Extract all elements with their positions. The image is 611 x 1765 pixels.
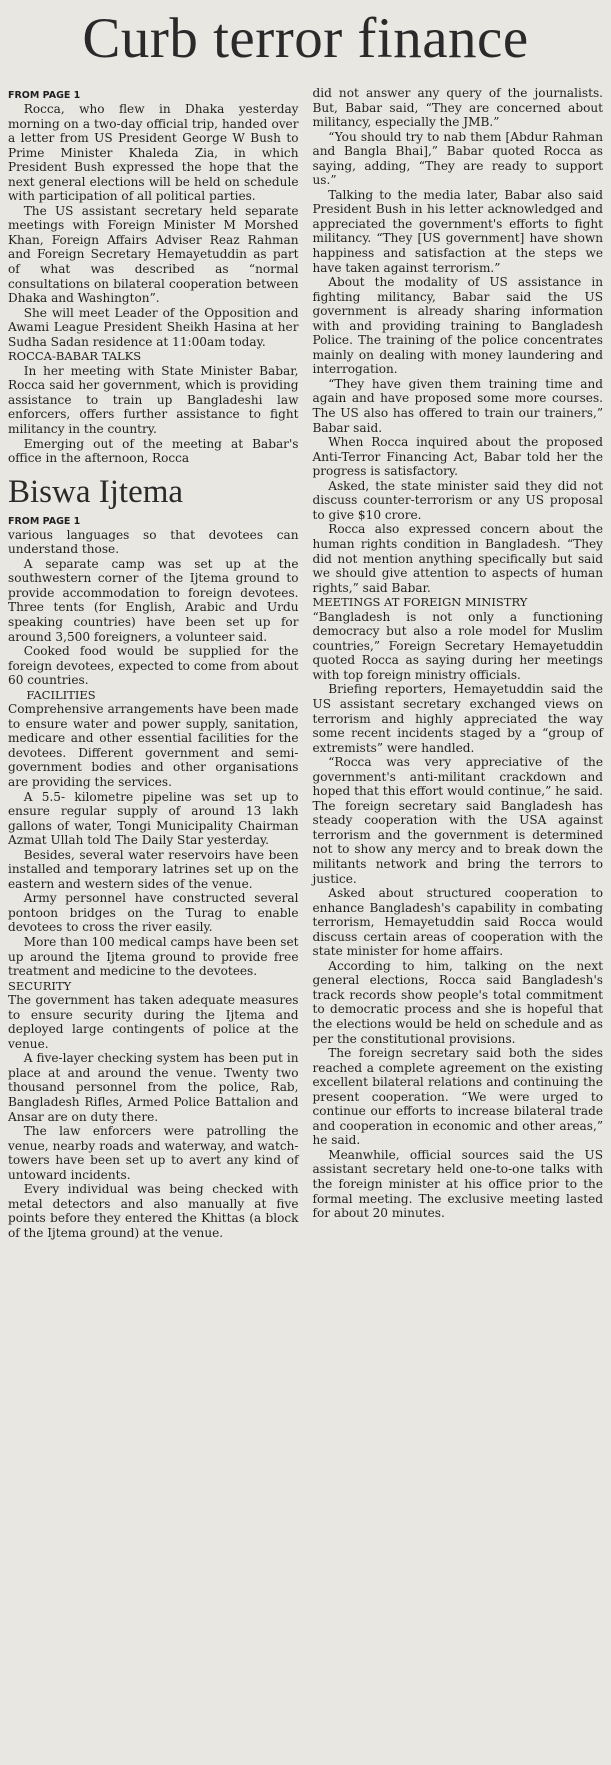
article-columns <box>8 86 603 1240</box>
paragraph: Cooked food would be supplied for the foreign devotees, expected to come from about 60 countries. <box>8 644 299 688</box>
paragraph: Army personnel have constructed several pontoon bridges on the Turag to enable devotees to cross the river easily. <box>8 891 299 935</box>
paragraph: A 5.5- kilometre pipeline was set up to ensure regular supply of around 13 lakh gallons of water, Tongi Municipality Chairman Azmat Ullah told The Daily Star yesterday. <box>8 789 299 848</box>
subheading: MEETINGS AT FOREIGN MINISTRY <box>312 595 528 610</box>
paragraph: Every individual was being checked with metal detectors and also manually at five points before they entered the Khittas (a block of the Ijtema ground) at the venue. <box>8 1182 299 1240</box>
subheading: SECURITY <box>8 978 72 993</box>
paragraph: Rocca, who flew in Dhaka yesterday morning on a two-day official trip, handed over a letter from US President George W Bush to Prime Minister Khaleda Zia, in which President Bush expressed the hope that the next general elections will be held on schedule with participation of all political parties. <box>8 102 299 204</box>
paragraph: Asked about structured cooperation to enhance Bangladesh's capability in combating terrorism, Hemayetuddin said Rocca would discuss certain areas of cooperation with the state minister for home affairs. <box>312 886 603 959</box>
column-right <box>313 86 604 1240</box>
paragraph: Rocca also expressed concern about the human rights condition in Bangladesh. “They did not mention anything specifically but said we should give attention to aspects of human rights,” said Babar. <box>312 522 603 595</box>
column-left <box>8 86 299 1240</box>
paragraph: Asked, the state minister said they did not discuss counter-terrorism or any US proposal to give $10 crore. <box>312 478 603 522</box>
paragraph: did not answer any query of the journalists. But, Babar said, “They are concerned about militancy, especially the JMB.” <box>312 86 603 130</box>
paragraph: “Rocca was very appreciative of the government's anti-militant crackdown and hoped that this effort would continue,” he said. The foreign secretary said Bangladesh has steady cooperation with the USA against terrorism and the government is determined not to show any mercy and to break down the militants network and bring the terrors to justice. <box>312 755 603 886</box>
paragraph: A separate camp was set up at the southwestern corner of the Ijtema ground to provide accommodation to foreign devotees. Three tents (for English, Arabic and Urdu speaking countries) have been set up for around 3,500 foreigners, a volunteer said. <box>8 556 299 644</box>
paragraph: “Bangladesh is not only a functioning democracy but also a role model for Muslim countries,” Foreign Secretary Hemayetuddin quoted Rocca as saying during her meetings with top foreign ministry officials. <box>312 609 603 682</box>
paragraph: Emerging out of the meeting at Babar's office in the afternoon, Rocca <box>8 436 299 466</box>
section-headline: Biswa Ijtema <box>8 473 184 510</box>
paragraph: Comprehensive arrangements have been made to ensure water and power supply, sanitation, medicare and other essential facilities for the devotees. Different government and semi-government bodies and other organisations are providing the services. <box>8 702 299 789</box>
paragraph: A five-layer checking system has been put in place at and around the venue. Twenty two thousand personnel from the police, Rab, Bangladesh Rifles, Armed Police Battalion and Ansar are on duty there. <box>8 1051 299 1124</box>
paragraph: Meanwhile, official sources said the US assistant secretary held one-to-one talks with the foreign minister at his office prior to the formal meeting. The exclusive meeting lasted for about 20 minutes. <box>312 1147 603 1221</box>
paragraph: Briefing reporters, Hemayetuddin said the US assistant secretary exchanged views on terrorism and highly appreciated the way some recent incidents staged by a “group of extremists” were handled. <box>312 682 603 755</box>
paragraph: The foreign secretary said both the sides reached a complete agreement on the existing excellent bilateral relations and continuing the present cooperation. “We were urged to continue our efforts to increase bilateral trade and cooperation in economic and other areas,” he said. <box>312 1046 603 1148</box>
paragraph: The US assistant secretary held separate meetings with Foreign Minister M Morshed Khan, Foreign Affairs Adviser Reaz Rahman and Foreign Secretary Hemayetuddin as part of what was described as “normal consultations on bilateral cooperation between Dhaka and Washington”. <box>8 203 299 306</box>
paragraph: More than 100 medical camps have been set up around the Ijtema ground to provide free treatment and medicine to the devotees. <box>8 934 299 979</box>
paragraph: various languages so that devotees can understand those. <box>8 527 299 557</box>
paragraph: She will meet Leader of the Opposition and Awami League President Sheikh Hasina at her Sudha Sadan residence at 11:00am today. <box>8 305 299 349</box>
subheading: ROCCA-BABAR TALKS <box>8 349 142 364</box>
from-page-label: FROM PAGE 1 <box>8 515 81 527</box>
paragraph: In her meeting with State Minister Babar, Rocca said her government, which is providing assistance to train up Bangladeshi law enforcers, offers further assistance to fight militancy in the country. <box>8 363 299 437</box>
from-page-label: FROM PAGE 1 <box>8 90 81 101</box>
paragraph: “You should try to nab them [Abdur Rahman and Bangla Bhai],” Babar quoted Rocca as saying, adding, “They are ready to support us.” <box>312 129 603 188</box>
paragraph: According to him, talking on the next general elections, Rocca said Bangladesh's track records show people's total commitment to democratic process and she is hopeful that the elections would be held on schedule and as per the constitutional provisions. <box>312 958 603 1046</box>
paragraph: The government has taken adequate measures to ensure security during the Ijtema and deployed large contingents of police at the venue. <box>8 993 299 1051</box>
headline: Curb terror finance <box>82 7 529 70</box>
paragraph: About the modality of US assistance in fighting militancy, Babar said the US government is already sharing information with and providing training to Bangladesh Police. The training of the police concentrates mainly on dealing with money laundering and interrogation. <box>312 275 603 377</box>
subheading: FACILITIES <box>26 687 96 702</box>
paragraph: Besides, several water reservoirs have been installed and temporary latrines set up on the eastern and western sides of the venue. <box>8 847 299 891</box>
paragraph: “They have given them training time and again and have proposed some more courses. The US also has offered to train our trainers,” Babar said. <box>312 376 603 435</box>
paragraph: Talking to the media later, Babar also said President Bush in his letter acknowledged and appreciated the government's efforts to fight militancy. “They [US government] have shown happiness and satisfaction at the steps we have taken against terrorism.” <box>312 187 603 275</box>
paragraph: The law enforcers were patrolling the venue, nearby roads and waterway, and watch-towers have been set up to avert any kind of untoward incidents. <box>8 1124 299 1182</box>
paragraph: When Rocca inquired about the proposed Anti-Terror Financing Act, Babar told her the progress is satisfactory. <box>312 435 603 479</box>
